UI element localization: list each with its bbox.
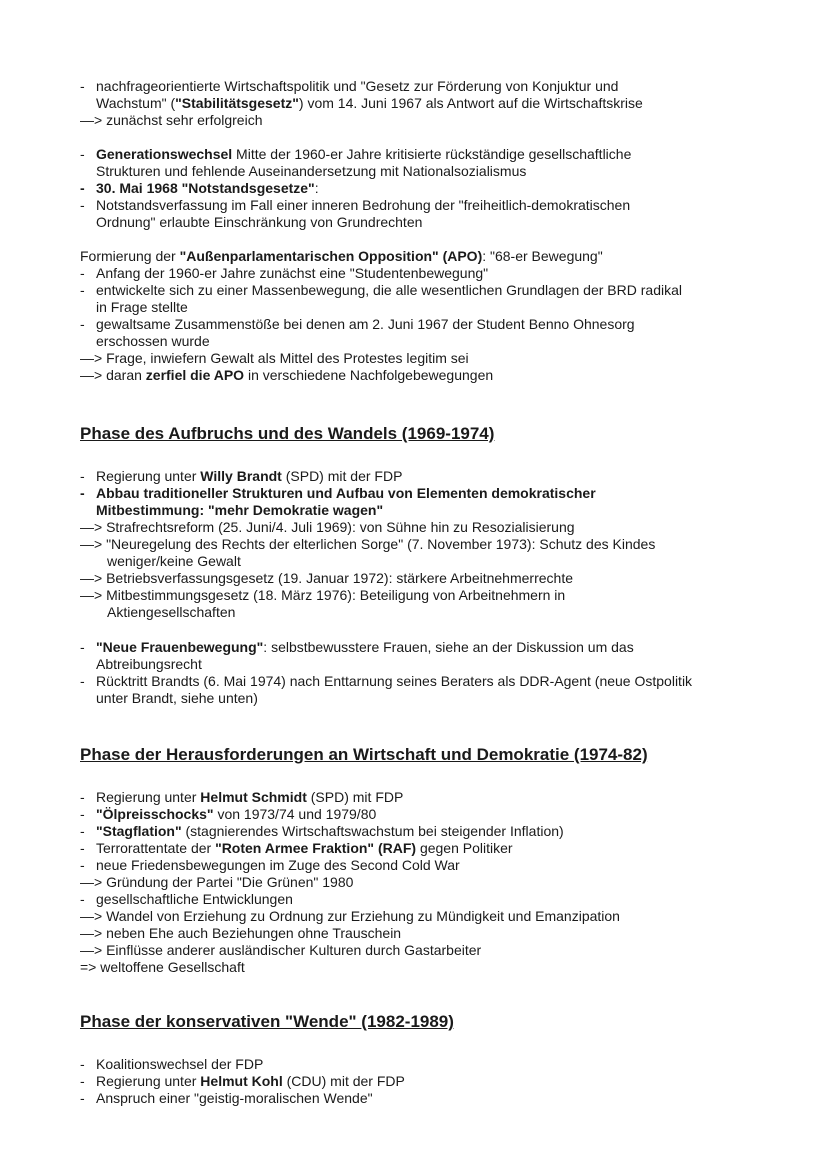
intro-line <box>80 248 788 265</box>
item-text: (SPD) mit FDP <box>306 789 404 805</box>
list-item <box>80 265 788 282</box>
arrow-mark: —> <box>80 925 103 941</box>
arrow-text: "Neuregelung des Rechts der elterlichen Sorge" (7. November 1973): Schutz des Kindes <box>106 536 656 552</box>
arrow-line <box>80 942 788 959</box>
item-text: Anfang der 1960-er Jahre zunächst eine "Studentenbewegung" <box>96 265 489 281</box>
dash-bullet: - <box>80 857 85 873</box>
arrow-line <box>80 367 788 384</box>
item-text: Strukturen und fehlende Auseinandersetzung mit Nationalsozialismus <box>96 163 527 179</box>
list-item <box>80 468 788 485</box>
item-text: Mitte der 1960-er Jahre kritisierte rückständige gesellschaftliche <box>232 146 632 162</box>
list-item <box>80 1056 788 1073</box>
item-text: (CDU) mit der FDP <box>282 1073 405 1089</box>
item-bold-text: 30. Mai 1968 "Notstandsgesetze" <box>96 180 315 196</box>
arrow-mark: —> <box>80 908 103 924</box>
item-text: (stagnierendes Wirtschaftswachstum bei steigender Inflation) <box>181 823 564 839</box>
dash-bullet: - <box>80 639 85 655</box>
dash-bullet: - <box>80 316 85 332</box>
arrow-line <box>80 908 788 925</box>
arrow-line <box>80 112 788 129</box>
arrow-mark: —> <box>80 112 103 128</box>
dash-bullet: - <box>80 197 85 213</box>
dash-bullet: - <box>80 485 85 501</box>
item-text: unter Brandt, siehe unten) <box>96 690 258 706</box>
list-item <box>80 146 788 180</box>
section-heading: Phase der konservativen "Wende" (1982-1989) <box>80 1012 454 1031</box>
arrow-text: in verschiedene Nachfolgebewegungen <box>244 367 494 383</box>
economy-block <box>80 78 788 129</box>
list-item <box>80 840 788 857</box>
list-item <box>80 316 788 350</box>
item-text: Regierung unter <box>96 1073 201 1089</box>
dash-bullet: - <box>80 468 85 484</box>
dash-bullet: - <box>80 78 85 94</box>
list-item <box>80 639 788 673</box>
item-text: Anspruch einer "geistig-moralischen Wende" <box>96 1090 373 1106</box>
list-item <box>80 485 788 519</box>
list-item <box>80 197 788 231</box>
item-text: Ordnung" erlaubte Einschränkung von Grundrechten <box>96 214 423 230</box>
intro-text: : "68-er Bewegung" <box>482 248 603 264</box>
intro-bold-text: "Außenparlamentarischen Opposition" (APO) <box>179 248 483 264</box>
dash-bullet: - <box>80 840 85 856</box>
arrow-mark: —> <box>80 874 103 890</box>
dash-bullet: - <box>80 265 85 281</box>
arrow-text: Gründung der Partei "Die Grünen" 1980 <box>106 874 354 890</box>
arrow-text: zunächst sehr erfolgreich <box>106 112 263 128</box>
list-item <box>80 1090 788 1107</box>
list-item <box>80 673 788 707</box>
arrow-text: Frage, inwiefern Gewalt als Mittel des Protestes legitim sei <box>106 350 469 366</box>
list-item <box>80 78 788 112</box>
dash-bullet: - <box>80 146 85 162</box>
dash-bullet: - <box>80 891 85 907</box>
arrow-mark: —> <box>80 587 103 603</box>
dash-bullet: - <box>80 823 85 839</box>
item-text: Abtreibungsrecht <box>96 656 202 672</box>
list-item <box>80 806 788 823</box>
dash-bullet: - <box>80 1056 85 1072</box>
arrow-line <box>80 570 788 587</box>
item-text: ) vom 14. Juni 1967 als Antwort auf die Wirtschaftskrise <box>298 95 643 111</box>
item-text: in Frage stellte <box>96 299 188 315</box>
item-text: : <box>314 180 319 196</box>
dash-bullet: - <box>80 789 85 805</box>
item-bold-text: "Ölpreisschocks" <box>96 806 214 822</box>
arrow-continuation: weniger/keine Gewalt <box>107 553 241 569</box>
arrow-mark: —> <box>80 519 103 535</box>
arrow-mark: —> <box>80 350 103 366</box>
arrow-line <box>80 925 788 942</box>
item-text: : selbstbewusstere Frauen, siehe an der Diskussion um das <box>263 639 634 655</box>
item-bold-text: "Neue Frauenbewegung" <box>96 639 264 655</box>
item-text: neue Friedensbewegungen im Zuge des Second Cold War <box>96 857 460 873</box>
arrow-text: Wandel von Erziehung zu Ordnung zur Erziehung zu Mündigkeit und Emanzipation <box>106 908 620 924</box>
item-text: Wachstum" ( <box>96 95 176 111</box>
item-text: Koalitionswechsel der FDP <box>96 1056 264 1072</box>
arrow-bold-text: zerfiel die APO <box>145 367 245 383</box>
item-text: Notstandsverfassung im Fall einer inneren Bedrohung der "freiheitlich-demokratischen <box>96 197 631 213</box>
item-text: erschossen wurde <box>96 333 210 349</box>
arrow-text: Mitbestimmungsgesetz (18. März 1976): Beteiligung von Arbeitnehmern in <box>106 587 566 603</box>
arrow-text: Strafrechtsreform (25. Juni/4. Juli 1969): von Sühne hin zu Resozialisierung <box>106 519 575 535</box>
item-bold-text: "Stagflation" <box>96 823 182 839</box>
list-item <box>80 282 788 316</box>
item-text: gegen Politiker <box>416 840 513 856</box>
item-bold-text: Helmut Schmidt <box>200 789 307 805</box>
arrow-line <box>80 874 788 891</box>
section-herausforderungen <box>80 789 788 976</box>
item-text: von 1973/74 und 1979/80 <box>213 806 377 822</box>
intro-text: Formierung der <box>80 248 180 264</box>
arrow-text: Betriebsverfassungsgesetz (19. Januar 1972): stärkere Arbeitnehmerrechte <box>106 570 573 586</box>
arrow-line <box>80 519 788 536</box>
item-bold-text: Generationswechsel <box>96 146 233 162</box>
section-heading: Phase des Aufbruchs und des Wandels (1969-1974) <box>80 424 495 443</box>
section-aufbruch <box>80 468 788 707</box>
section-heading: Phase der Herausforderungen an Wirtschaft und Demokratie (1974-82) <box>80 745 648 764</box>
arrow-line <box>80 350 788 367</box>
list-item <box>80 180 788 197</box>
item-text: nachfrageorientierte Wirtschaftspolitik und "Gesetz zur Förderung von Konjuktur und <box>96 78 619 94</box>
arrow-mark: —> <box>80 536 103 552</box>
apo-block <box>80 248 788 384</box>
arrow-mark: —> <box>80 942 103 958</box>
item-text: Regierung unter <box>96 789 201 805</box>
arrow-text: Einflüsse anderer ausländischer Kulturen durch Gastarbeiter <box>106 942 482 958</box>
item-text: entwickelte sich zu einer Massenbewegung, die alle wesentlichen Grundlagen der BRD radikal <box>96 282 682 298</box>
arrow-text: daran <box>106 367 146 383</box>
dash-bullet: - <box>80 180 85 196</box>
item-bold-text: Willy Brandt <box>200 468 282 484</box>
arrow-mark: —> <box>80 570 103 586</box>
arrow-line <box>80 536 788 553</box>
item-text: gesellschaftliche Entwicklungen <box>96 891 293 907</box>
item-bold-text: "Roten Armee Fraktion" (RAF) <box>215 840 417 856</box>
list-item <box>80 789 788 806</box>
list-item <box>80 857 788 874</box>
dash-bullet: - <box>80 1090 85 1106</box>
arrow-continuation: Aktiengesellschaften <box>107 604 236 620</box>
list-item <box>80 1073 788 1090</box>
item-text: Regierung unter <box>96 468 201 484</box>
section-wende <box>80 1056 788 1107</box>
item-bold-text: Helmut Kohl <box>200 1073 283 1089</box>
item-text: Terrorattentate der <box>96 840 216 856</box>
dash-bullet: - <box>80 282 85 298</box>
arrow-line <box>80 587 788 604</box>
arrow-mark: —> <box>80 367 103 383</box>
generation-block <box>80 146 788 231</box>
conclusion-line: => weltoffene Gesellschaft <box>80 959 245 975</box>
item-text: Rücktritt Brandts (6. Mai 1974) nach Enttarnung seines Beraters als DDR-Agent (neue Ostpolitik <box>96 673 693 689</box>
item-bold-text: Abbau traditioneller Strukturen und Aufbau von Elementen demokratischer <box>96 485 596 501</box>
item-bold-text: Mitbestimmung: "mehr Demokratie wagen" <box>96 502 384 518</box>
dash-bullet: - <box>80 673 85 689</box>
dash-bullet: - <box>80 1073 85 1089</box>
list-item <box>80 823 788 840</box>
list-item <box>80 891 788 908</box>
item-text: (SPD) mit der FDP <box>281 468 403 484</box>
arrow-text: neben Ehe auch Beziehungen ohne Trauschein <box>106 925 402 941</box>
item-text: gewaltsame Zusammenstöße bei denen am 2. Juni 1967 der Student Benno Ohnesorg <box>96 316 635 332</box>
dash-bullet: - <box>80 806 85 822</box>
item-bold-text: "Stabilitätsgesetz" <box>175 95 299 111</box>
